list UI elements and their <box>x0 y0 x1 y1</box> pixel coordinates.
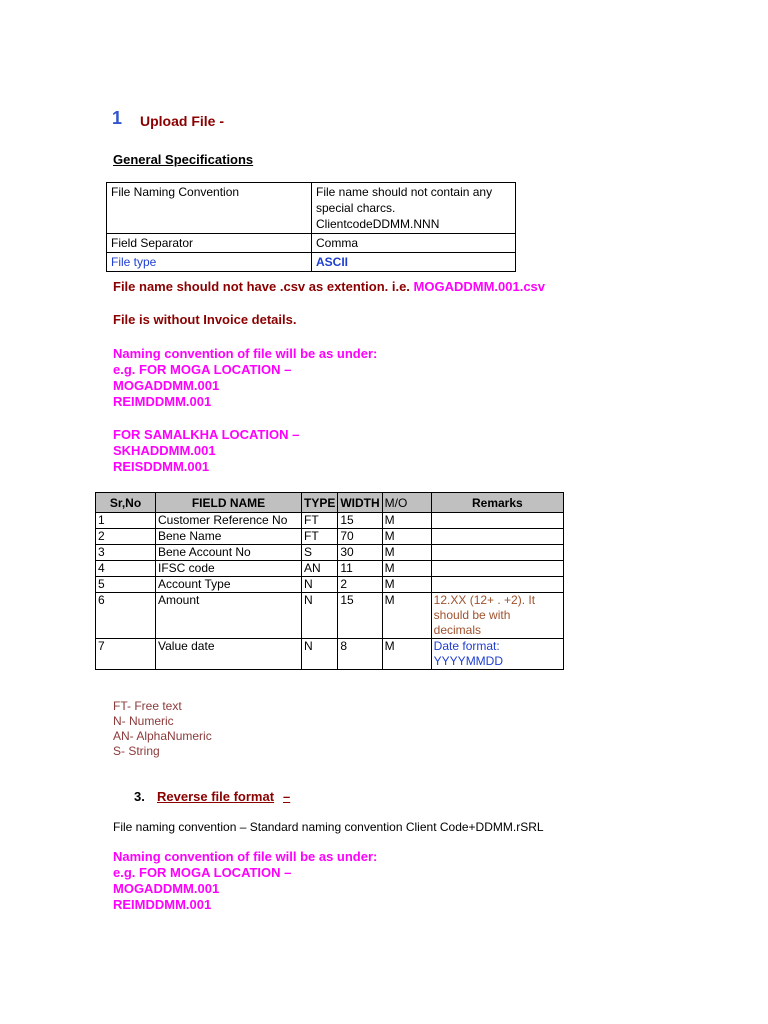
cell-mo: M <box>382 577 431 593</box>
cell-field-name: Amount <box>156 593 302 639</box>
cell-sr: 2 <box>96 529 156 545</box>
cell-width: 15 <box>338 593 382 639</box>
section-3-number: 3. <box>134 789 145 804</box>
cell-width: 2 <box>338 577 382 593</box>
section-3-dash: – <box>283 789 291 804</box>
spec-key: File type <box>107 253 312 272</box>
cell-remarks: 12.XX (12+ . +2). It should be with decimals <box>431 593 563 639</box>
samalkha-line: FOR SAMALKHA LOCATION – <box>113 427 300 442</box>
cell-type: N <box>302 593 338 639</box>
reverse-file-convention: File naming convention – Standard naming convention Client Code+DDMM.rSRL <box>113 820 544 834</box>
cell-width: 8 <box>338 639 382 670</box>
csv-note-text: File name should not have .csv as extention. i.e. <box>113 279 414 294</box>
table-header-row <box>96 493 564 513</box>
cell-field-name: IFSC code <box>156 561 302 577</box>
spec-row <box>107 183 516 234</box>
cell-width: 30 <box>338 545 382 561</box>
naming-line: Naming convention of file will be as under: <box>113 849 378 864</box>
spec-value: File name should not contain any special charcs. ClientcodeDDMM.NNN <box>312 183 516 234</box>
csv-extension-note <box>113 279 545 295</box>
cell-field-name: Bene Account No <box>156 545 302 561</box>
legend-item: S- String <box>113 744 160 758</box>
cell-field-name: Value date <box>156 639 302 670</box>
cell-type: FT <box>302 529 338 545</box>
header-m-o: M/O <box>382 493 431 513</box>
naming-line: Naming convention of file will be as under: <box>113 346 378 361</box>
cell-remarks <box>431 545 563 561</box>
section-1-title: Upload File - <box>140 113 224 129</box>
cell-mo: M <box>382 513 431 529</box>
cell-sr: 6 <box>96 593 156 639</box>
general-specifications-table <box>106 182 516 272</box>
cell-field-name: Account Type <box>156 577 302 593</box>
cell-sr: 5 <box>96 577 156 593</box>
samalkha-line: SKHADDMM.001 <box>113 443 216 458</box>
cell-width: 15 <box>338 513 382 529</box>
naming-line: MOGADDMM.001 <box>113 378 220 393</box>
type-legend <box>113 699 212 759</box>
table-row <box>96 545 564 561</box>
cell-sr: 7 <box>96 639 156 670</box>
cell-type: N <box>302 577 338 593</box>
header-type: TYPE <box>302 493 338 513</box>
spec-row <box>107 253 516 272</box>
general-specifications-heading: General Specifications <box>113 152 254 167</box>
header-sr-no: Sr,No <box>96 493 156 513</box>
section-3-title: Reverse file format <box>157 789 275 804</box>
legend-item: N- Numeric <box>113 714 174 728</box>
section-1-number: 1 <box>112 108 123 128</box>
cell-mo: M <box>382 639 431 670</box>
cell-type: FT <box>302 513 338 529</box>
table-row <box>96 593 564 639</box>
cell-type: AN <box>302 561 338 577</box>
header-remarks: Remarks <box>431 493 563 513</box>
spec-value: Comma <box>312 234 516 253</box>
spec-key: Field Separator <box>107 234 312 253</box>
legend-item: AN- AlphaNumeric <box>113 729 212 743</box>
cell-remarks <box>431 561 563 577</box>
csv-example: MOGADDMM.001.csv <box>413 279 546 294</box>
naming-line: MOGADDMM.001 <box>113 881 220 896</box>
header-width: WIDTH <box>338 493 382 513</box>
cell-type: S <box>302 545 338 561</box>
cell-mo: M <box>382 593 431 639</box>
cell-type: N <box>302 639 338 670</box>
cell-remarks <box>431 513 563 529</box>
cell-mo: M <box>382 545 431 561</box>
invoice-note: File is without Invoice details. <box>113 312 297 327</box>
spec-key: File Naming Convention <box>107 183 312 234</box>
table-row <box>96 639 564 670</box>
naming-convention-block <box>113 346 377 410</box>
legend-item: FT- Free text <box>113 699 182 713</box>
cell-field-name: Customer Reference No <box>156 513 302 529</box>
table-row <box>96 529 564 545</box>
cell-sr: 4 <box>96 561 156 577</box>
samalkha-line: REISDDMM.001 <box>113 459 210 474</box>
naming-line: e.g. FOR MOGA LOCATION – <box>113 362 292 377</box>
samalkha-block <box>113 427 299 475</box>
table-row <box>96 577 564 593</box>
cell-field-name: Bene Name <box>156 529 302 545</box>
cell-remarks <box>431 577 563 593</box>
cell-sr: 1 <box>96 513 156 529</box>
table-row <box>96 513 564 529</box>
cell-remarks <box>431 529 563 545</box>
cell-remarks: Date format: YYYYMMDD <box>431 639 563 670</box>
cell-mo: M <box>382 529 431 545</box>
naming-line: e.g. FOR MOGA LOCATION – <box>113 865 292 880</box>
header-field-name: FIELD NAME <box>156 493 302 513</box>
reverse-naming-block <box>113 849 377 913</box>
naming-line: REIMDDMM.001 <box>113 394 212 409</box>
naming-line: REIMDDMM.001 <box>113 897 212 912</box>
cell-mo: M <box>382 561 431 577</box>
cell-width: 11 <box>338 561 382 577</box>
spec-row <box>107 234 516 253</box>
field-specification-table <box>95 492 564 670</box>
cell-sr: 3 <box>96 545 156 561</box>
cell-width: 70 <box>338 529 382 545</box>
spec-value: ASCII <box>312 253 516 272</box>
table-row <box>96 561 564 577</box>
